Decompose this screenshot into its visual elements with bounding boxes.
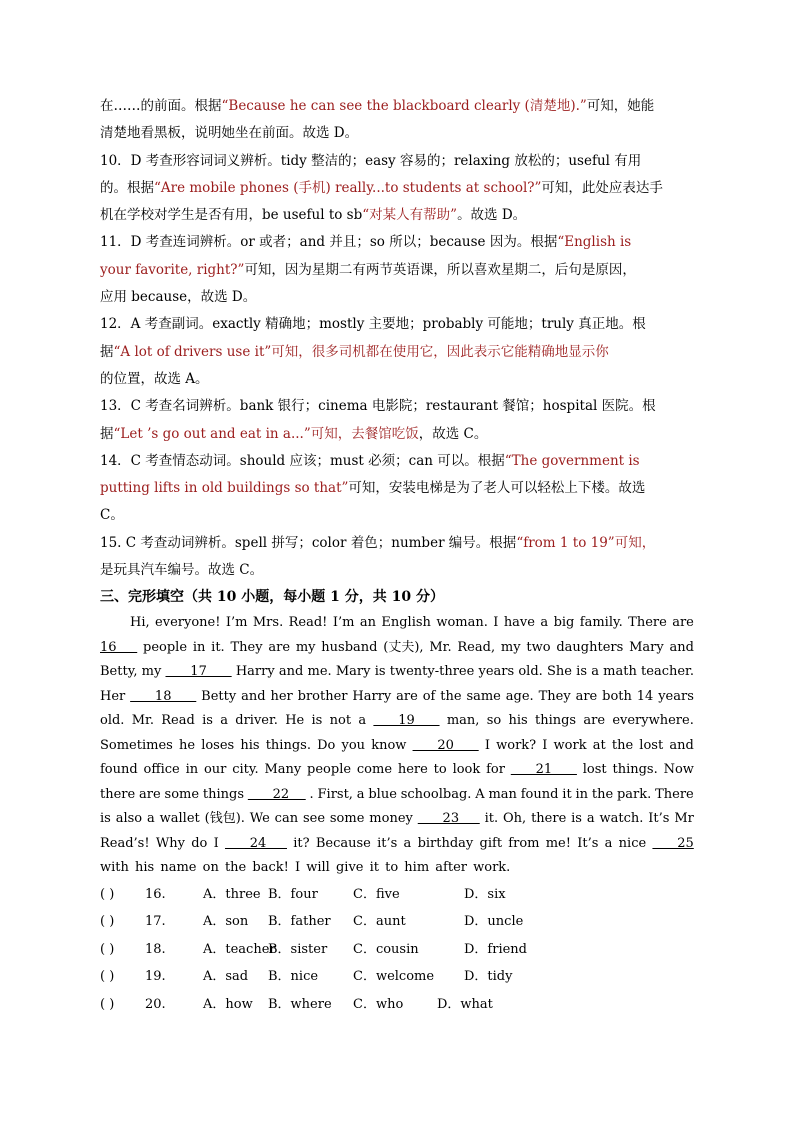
- option-b: B．sister: [268, 941, 328, 957]
- passage-line: Read’s! Why do I 24 it? Because it’s a birthday gift from me! It’s a nice 25: [100, 832, 694, 857]
- question-row: [100, 991, 694, 1019]
- explanation-line: 应用 because，故选 D。: [100, 289, 257, 306]
- explanation-line: 的。根据“Are mobile phones (手机) really...to students at school?”可知，此处应表达手: [100, 179, 663, 196]
- answer-paren[interactable]: ( ): [100, 969, 115, 985]
- passage-line: with his name on the back! I will give it to him after work.: [100, 860, 511, 876]
- question-number: 16.: [145, 886, 166, 902]
- blank-18: 18: [130, 688, 197, 704]
- option-c: C．cousin: [353, 941, 419, 957]
- blank-20: 20: [412, 737, 479, 753]
- option-b: B．father: [268, 914, 331, 930]
- answer-explanations: [100, 93, 694, 584]
- question-number: 17.: [145, 914, 166, 930]
- question-row: [100, 936, 694, 964]
- option-a: A．three: [203, 886, 261, 902]
- explanation-line: 11．D 考查连词辨析。or 或者；and 并且；so 所以；because 因为。根据“English is: [100, 234, 632, 251]
- document-page: [100, 93, 694, 1018]
- question-row: [100, 881, 694, 909]
- explanation-line: putting lifts in old buildings so that”可知，安装电梯是为了老人可以轻松上下楼。故选: [100, 480, 646, 497]
- blank-17: 17: [165, 664, 232, 680]
- option-a: A．sad: [203, 969, 249, 985]
- option-c: C．who: [353, 996, 404, 1012]
- passage-line: old. Mr. Read is a driver. He is not a 19 man, so his things are everywhere.: [100, 709, 694, 734]
- passage-line: 16 people in it. They are my husband (丈夫), Mr. Read, my two daughters Mary and: [100, 636, 694, 661]
- blank-21: 21: [510, 762, 577, 778]
- option-b: B．where: [268, 996, 332, 1012]
- option-b: B．four: [268, 886, 318, 902]
- explanation-line: 清楚地看黑板，说明她坐在前面。故选 D。: [100, 125, 359, 142]
- explanation-line: 据“A lot of drivers use it”可知，很多司机都在使用它，因此表示它能精确地显示你: [100, 343, 609, 360]
- option-d: D．six: [464, 886, 506, 902]
- explanation-line: 机在学校对学生是否有用，be useful to sb“对某人有帮助”。故选 D。: [100, 207, 527, 224]
- option-d: D．friend: [464, 941, 527, 957]
- passage-line: Betty, my 17 Harry and me. Mary is twenty-three years old. She is a math teacher.: [100, 660, 694, 685]
- explanation-line: 10．D 考查形容词词义辨析。tidy 整洁的；easy 容易的；relaxing 放松的；useful 有用: [100, 152, 642, 169]
- question-number: 20.: [145, 996, 166, 1012]
- option-d: D．what: [437, 996, 493, 1012]
- blank-16: 16: [100, 639, 138, 655]
- explanation-line: 12．A 考查副词。exactly 精确地；mostly 主要地；probably 可能地；truly 真正地。根: [100, 316, 646, 333]
- question-options: [100, 881, 694, 1019]
- passage-line: Sometimes he loses his things. Do you know 20 I work? I work at the lost and: [100, 734, 694, 759]
- blank-22: 22: [247, 786, 306, 802]
- question-row: [100, 908, 694, 936]
- explanation-line: your favorite, right?”可知，因为星期二有两节英语课，所以喜欢星期二，后句是原因，: [100, 261, 636, 278]
- explanation-line: 14．C 考查情态动词。should 应该；must 必须；can 可以。根据“The government is: [100, 452, 640, 469]
- answer-paren[interactable]: ( ): [100, 996, 115, 1012]
- explanation-line: 的位置，故选 A。: [100, 370, 209, 387]
- blank-19: 19: [373, 713, 440, 729]
- explanation-line: C。: [100, 507, 124, 524]
- answer-paren[interactable]: ( ): [100, 886, 115, 902]
- explanation-line: 在……的前面。根据“Because he can see the blackboard clearly (清楚地).”可知，她能: [100, 98, 655, 114]
- answer-paren[interactable]: ( ): [100, 941, 115, 957]
- explanation-line: 据“Let ’s go out and eat in a...”可知，去餐馆吃饭，故选 C。: [100, 425, 488, 442]
- option-d: D．uncle: [464, 914, 524, 930]
- section-title: 三、完形填空（共 10 小题，每小题 1 分，共 10 分）: [100, 589, 444, 606]
- option-c: C．aunt: [353, 914, 406, 930]
- passage-line: Hi, everyone! I’m Mrs. Read! I’m an English woman. I have a big family. There are: [130, 615, 694, 631]
- option-c: C．five: [353, 886, 400, 902]
- option-d: D．tidy: [464, 969, 513, 985]
- blank-23: 23: [417, 811, 480, 827]
- option-a: A．son: [203, 914, 249, 930]
- blank-24: 24: [224, 835, 287, 851]
- explanation-line: 15. C 考查动词辨析。spell 拼写；color 着色；number 编号。根据“from 1 to 19”可知，: [100, 534, 656, 551]
- passage-line: there are some things 22 . First, a blue schoolbag. A man found it in the park. There: [100, 783, 694, 808]
- option-b: B．nice: [268, 969, 319, 985]
- passage-line: Her 18 Betty and her brother Harry are of the same age. They are both 14 years: [100, 685, 694, 710]
- option-c: C．welcome: [353, 969, 435, 985]
- passage-line: is also a wallet (钱包). We can see some money 23 it. Oh, there is a watch. It’s Mr: [100, 807, 694, 832]
- question-number: 18.: [145, 941, 166, 957]
- explanation-line: 是玩具汽车编号。故选 C。: [100, 562, 264, 579]
- explanation-line: 13．C 考查名词辨析。bank 银行；cinema 电影院；restaurant 餐馆；hospital 医院。根: [100, 398, 656, 415]
- option-a: A．how: [203, 996, 253, 1012]
- blank-25: 25: [652, 835, 694, 851]
- question-number: 19.: [145, 969, 166, 985]
- option-a: A．teacher: [203, 941, 276, 957]
- answer-paren[interactable]: ( ): [100, 914, 115, 930]
- passage-line: found office in our city. Many people come here to look for 21 lost things. Now: [100, 758, 694, 783]
- question-row: [100, 963, 694, 991]
- cloze-passage: [100, 611, 694, 881]
